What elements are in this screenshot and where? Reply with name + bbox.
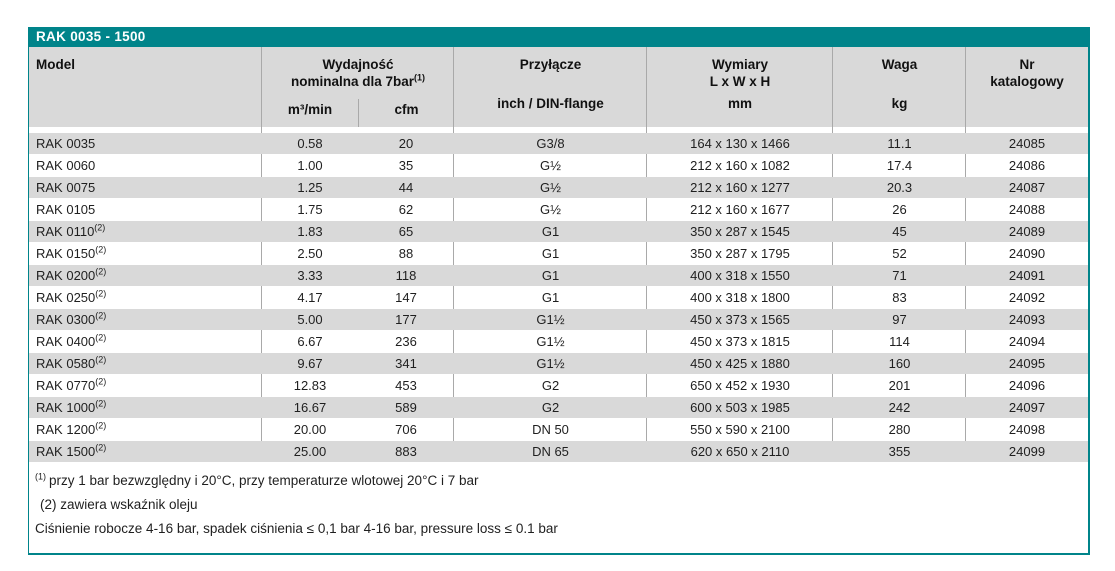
cell-dimensions: 550 x 590 x 2100 bbox=[690, 422, 790, 437]
table-row bbox=[29, 331, 1088, 352]
cell-dimensions: 212 x 160 x 1677 bbox=[690, 202, 790, 217]
unit-cfm: cfm bbox=[358, 99, 454, 127]
cell-dimensions: 650 x 452 x 1930 bbox=[690, 378, 790, 393]
cell-catalog-no: 24088 bbox=[1008, 202, 1046, 217]
unit-dimensions: mm bbox=[727, 96, 752, 111]
unit-weight: kg bbox=[891, 96, 908, 111]
column-header-dimensions-label: Wymiary L x W x H bbox=[709, 56, 771, 89]
cell-model: RAK 0770$^{(2)}$ bbox=[36, 376, 107, 393]
cell-dimensions: 212 x 160 x 1082 bbox=[690, 158, 790, 173]
cell-model: RAK 0580$^{(2)}$ bbox=[36, 354, 107, 371]
cell-catalog-no: 24085 bbox=[1008, 136, 1046, 151]
cell-catalog-no: 24086 bbox=[1008, 158, 1046, 173]
cell-catalog-no: 24087 bbox=[1008, 180, 1046, 195]
cell-catalog-no: 24096 bbox=[1008, 378, 1046, 393]
table-row bbox=[29, 199, 1088, 220]
cell-m3min: 5.00 bbox=[297, 312, 323, 327]
cell-connection: G½ bbox=[540, 158, 561, 173]
cell-weight: 97 bbox=[892, 312, 907, 327]
unit-m3min: m³/min bbox=[287, 102, 333, 117]
cell-connection: G2 bbox=[541, 378, 560, 393]
cell-m3min: 12.83 bbox=[293, 378, 327, 393]
cell-dimensions: 164 x 130 x 1466 bbox=[690, 136, 790, 151]
cell-model: RAK 0150$^{(2)}$ bbox=[36, 244, 107, 261]
cell-catalog-no: 24091 bbox=[1008, 268, 1046, 283]
cell-dimensions: 620 x 650 x 2110 bbox=[690, 444, 790, 459]
column-header-capacity-label: Wydajność nominalna dla 7bar$^{(1)}$ bbox=[290, 56, 426, 89]
cell-weight: 11.1 bbox=[887, 136, 912, 151]
column-header-catalog bbox=[966, 51, 1088, 128]
cell-weight: 201 bbox=[888, 378, 911, 393]
footnote-1 bbox=[35, 469, 1080, 493]
cell-model: RAK 1200$^{(2)}$ bbox=[36, 420, 107, 437]
cell-m3min: 1.83 bbox=[297, 224, 323, 239]
table-row bbox=[29, 287, 1088, 308]
column-header-catalog-label: Nr katalogowy bbox=[990, 56, 1064, 89]
cell-dimensions: 350 x 287 x 1545 bbox=[690, 224, 790, 239]
model-note-marker: (2) bbox=[95, 420, 107, 431]
cell-connection: G1 bbox=[541, 290, 560, 305]
cell-connection: G1½ bbox=[536, 334, 565, 349]
cell-m3min: 20.00 bbox=[293, 422, 327, 437]
cell-connection: G1½ bbox=[536, 312, 565, 327]
table-row bbox=[29, 243, 1088, 264]
cell-cfm: 341 bbox=[395, 356, 417, 371]
cell-catalog-no: 24090 bbox=[1008, 246, 1046, 261]
cell-dimensions: 400 x 318 x 1550 bbox=[690, 268, 790, 283]
table-row bbox=[29, 177, 1088, 198]
cell-m3min: 6.67 bbox=[297, 334, 323, 349]
cell-catalog-no: 24089 bbox=[1008, 224, 1046, 239]
cell-weight: 280 bbox=[888, 422, 911, 437]
cell-catalog-no: 24095 bbox=[1008, 356, 1046, 371]
cell-m3min: 1.25 bbox=[297, 180, 323, 195]
cell-model: RAK 0250$^{(2)}$ bbox=[36, 288, 107, 305]
cell-catalog-no: 24093 bbox=[1008, 312, 1046, 327]
column-header-dimensions bbox=[647, 51, 833, 128]
model-note-marker: (2) bbox=[95, 376, 107, 387]
cell-model: RAK 0200$^{(2)}$ bbox=[36, 266, 107, 283]
column-header-weight bbox=[833, 51, 966, 128]
column-header-connection bbox=[454, 51, 647, 128]
cell-connection: G1½ bbox=[536, 356, 565, 371]
cell-cfm: 589 bbox=[395, 400, 417, 415]
cell-m3min: 2.50 bbox=[297, 246, 323, 261]
cell-connection: G½ bbox=[540, 180, 561, 195]
cell-catalog-no: 24097 bbox=[1008, 400, 1046, 415]
cell-weight: 17.4 bbox=[886, 158, 913, 173]
cell-weight: 114 bbox=[889, 334, 910, 349]
table-row bbox=[29, 375, 1088, 396]
model-note-marker: (2) bbox=[95, 244, 107, 255]
cell-m3min: 3.33 bbox=[297, 268, 323, 283]
cell-weight: 26 bbox=[892, 202, 907, 217]
table-row bbox=[29, 419, 1088, 440]
column-header-model-label: Model bbox=[36, 56, 75, 72]
model-note-marker: (2) bbox=[95, 310, 107, 321]
table-row bbox=[29, 265, 1088, 286]
table-row bbox=[29, 155, 1088, 176]
cell-weight: 52 bbox=[892, 246, 907, 261]
cell-m3min: 4.17 bbox=[297, 290, 323, 305]
cell-cfm: 62 bbox=[398, 202, 414, 217]
cell-weight: 83 bbox=[892, 290, 907, 305]
cell-dimensions: 400 x 318 x 1800 bbox=[690, 290, 790, 305]
cell-cfm: 88 bbox=[398, 246, 414, 261]
table-title-bar bbox=[29, 27, 1088, 47]
unit-connection: inch / DIN-flange bbox=[497, 96, 604, 111]
cell-connection: DN 65 bbox=[532, 444, 569, 459]
cell-model: RAK 0035 bbox=[36, 136, 96, 151]
cell-cfm: 236 bbox=[395, 334, 417, 349]
cell-cfm: 147 bbox=[395, 290, 417, 305]
cell-catalog-no: 24099 bbox=[1008, 444, 1046, 459]
table-row bbox=[29, 353, 1088, 374]
footnote-1-marker: (1) bbox=[35, 471, 46, 482]
cell-dimensions: 450 x 373 x 1565 bbox=[690, 312, 790, 327]
column-header-capacity bbox=[262, 51, 454, 128]
table-row bbox=[29, 397, 1088, 418]
capacity-footnote-marker: (1) bbox=[414, 72, 426, 82]
cell-model: RAK 1500$^{(2)}$ bbox=[36, 442, 107, 459]
cell-catalog-no: 24092 bbox=[1008, 290, 1046, 305]
cell-connection: G1 bbox=[541, 268, 560, 283]
column-header-weight-label: Waga bbox=[881, 56, 918, 72]
model-note-marker: (2) bbox=[95, 332, 107, 343]
cell-cfm: 883 bbox=[395, 444, 417, 459]
cell-catalog-no: 24094 bbox=[1008, 334, 1046, 349]
cell-connection: G½ bbox=[540, 202, 561, 217]
cell-connection: G1 bbox=[541, 246, 560, 261]
cell-dimensions: 600 x 503 x 1985 bbox=[690, 400, 790, 415]
model-note-marker: (2) bbox=[95, 266, 107, 277]
cell-cfm: 20 bbox=[398, 136, 414, 151]
cell-model: RAK 0300$^{(2)}$ bbox=[36, 310, 107, 327]
cell-connection: G3/8 bbox=[536, 136, 565, 151]
product-spec-table bbox=[28, 27, 1090, 555]
cell-weight: 20.3 bbox=[886, 180, 913, 195]
cell-model: RAK 0105 bbox=[36, 202, 96, 217]
cell-weight: 71 bbox=[892, 268, 907, 283]
cell-m3min: 16.67 bbox=[293, 400, 327, 415]
table-header bbox=[29, 47, 1088, 127]
cell-cfm: 706 bbox=[395, 422, 417, 437]
cell-weight: 160 bbox=[888, 356, 911, 371]
table-body bbox=[29, 127, 1088, 462]
column-header-model bbox=[29, 51, 262, 128]
table-row bbox=[29, 309, 1088, 330]
cell-weight: 45 bbox=[892, 224, 907, 239]
cell-m3min: 9.67 bbox=[297, 356, 323, 371]
cell-cfm: 44 bbox=[398, 180, 414, 195]
cell-connection: G2 bbox=[541, 400, 560, 415]
table-title: RAK 0035 - 1500 bbox=[36, 29, 146, 44]
cell-weight: 242 bbox=[888, 400, 911, 415]
footnotes bbox=[29, 462, 1088, 553]
model-note-marker: (2) bbox=[95, 288, 107, 299]
footnote-3: Ciśnienie robocze 4-16 bar, spadek ciśnienia ≤ 0,1 bar 4-16 bar, pressure loss ≤ 0.1 bar bbox=[35, 521, 558, 536]
cell-model: RAK 1000$^{(2)}$ bbox=[36, 398, 107, 415]
cell-catalog-no: 24098 bbox=[1008, 422, 1046, 437]
cell-m3min: 1.00 bbox=[297, 158, 323, 173]
cell-dimensions: 450 x 373 x 1815 bbox=[690, 334, 790, 349]
footnote-1-text: przy 1 bar bezwzględny i 20°C, przy temperaturze wlotowej 20°C i 7 bar bbox=[49, 473, 479, 488]
cell-model: RAK 0110$^{(2)}$ bbox=[36, 222, 106, 239]
cell-m3min: 25.00 bbox=[293, 444, 327, 459]
column-header-connection-label: Przyłącze bbox=[519, 56, 582, 72]
cell-cfm: 118 bbox=[395, 268, 417, 283]
cell-dimensions: 212 x 160 x 1277 bbox=[690, 180, 790, 195]
model-note-marker: (2) bbox=[95, 354, 107, 365]
model-note-marker: (2) bbox=[95, 398, 107, 409]
table-row bbox=[29, 133, 1088, 154]
cell-cfm: 453 bbox=[395, 378, 417, 393]
model-note-marker: (2) bbox=[95, 442, 107, 453]
cell-cfm: 65 bbox=[398, 224, 414, 239]
model-note-marker: (2) bbox=[94, 222, 106, 233]
cell-model: RAK 0060 bbox=[36, 158, 96, 173]
cell-dimensions: 350 x 287 x 1795 bbox=[690, 246, 790, 261]
cell-connection: G1 bbox=[541, 224, 560, 239]
cell-m3min: 1.75 bbox=[297, 202, 323, 217]
capacity-units-row bbox=[262, 99, 454, 127]
table-row bbox=[29, 221, 1088, 242]
cell-model: RAK 0075 bbox=[36, 180, 96, 195]
table-row bbox=[29, 441, 1088, 462]
cell-cfm: 35 bbox=[398, 158, 414, 173]
cell-cfm: 177 bbox=[395, 312, 417, 327]
footnote-2: (2) zawiera wskaźnik oleju bbox=[40, 497, 198, 512]
cell-m3min: 0.58 bbox=[297, 136, 323, 151]
cell-connection: DN 50 bbox=[532, 422, 569, 437]
cell-dimensions: 450 x 425 x 1880 bbox=[690, 356, 790, 371]
cell-weight: 355 bbox=[888, 444, 911, 459]
cell-model: RAK 0400$^{(2)}$ bbox=[36, 332, 107, 349]
